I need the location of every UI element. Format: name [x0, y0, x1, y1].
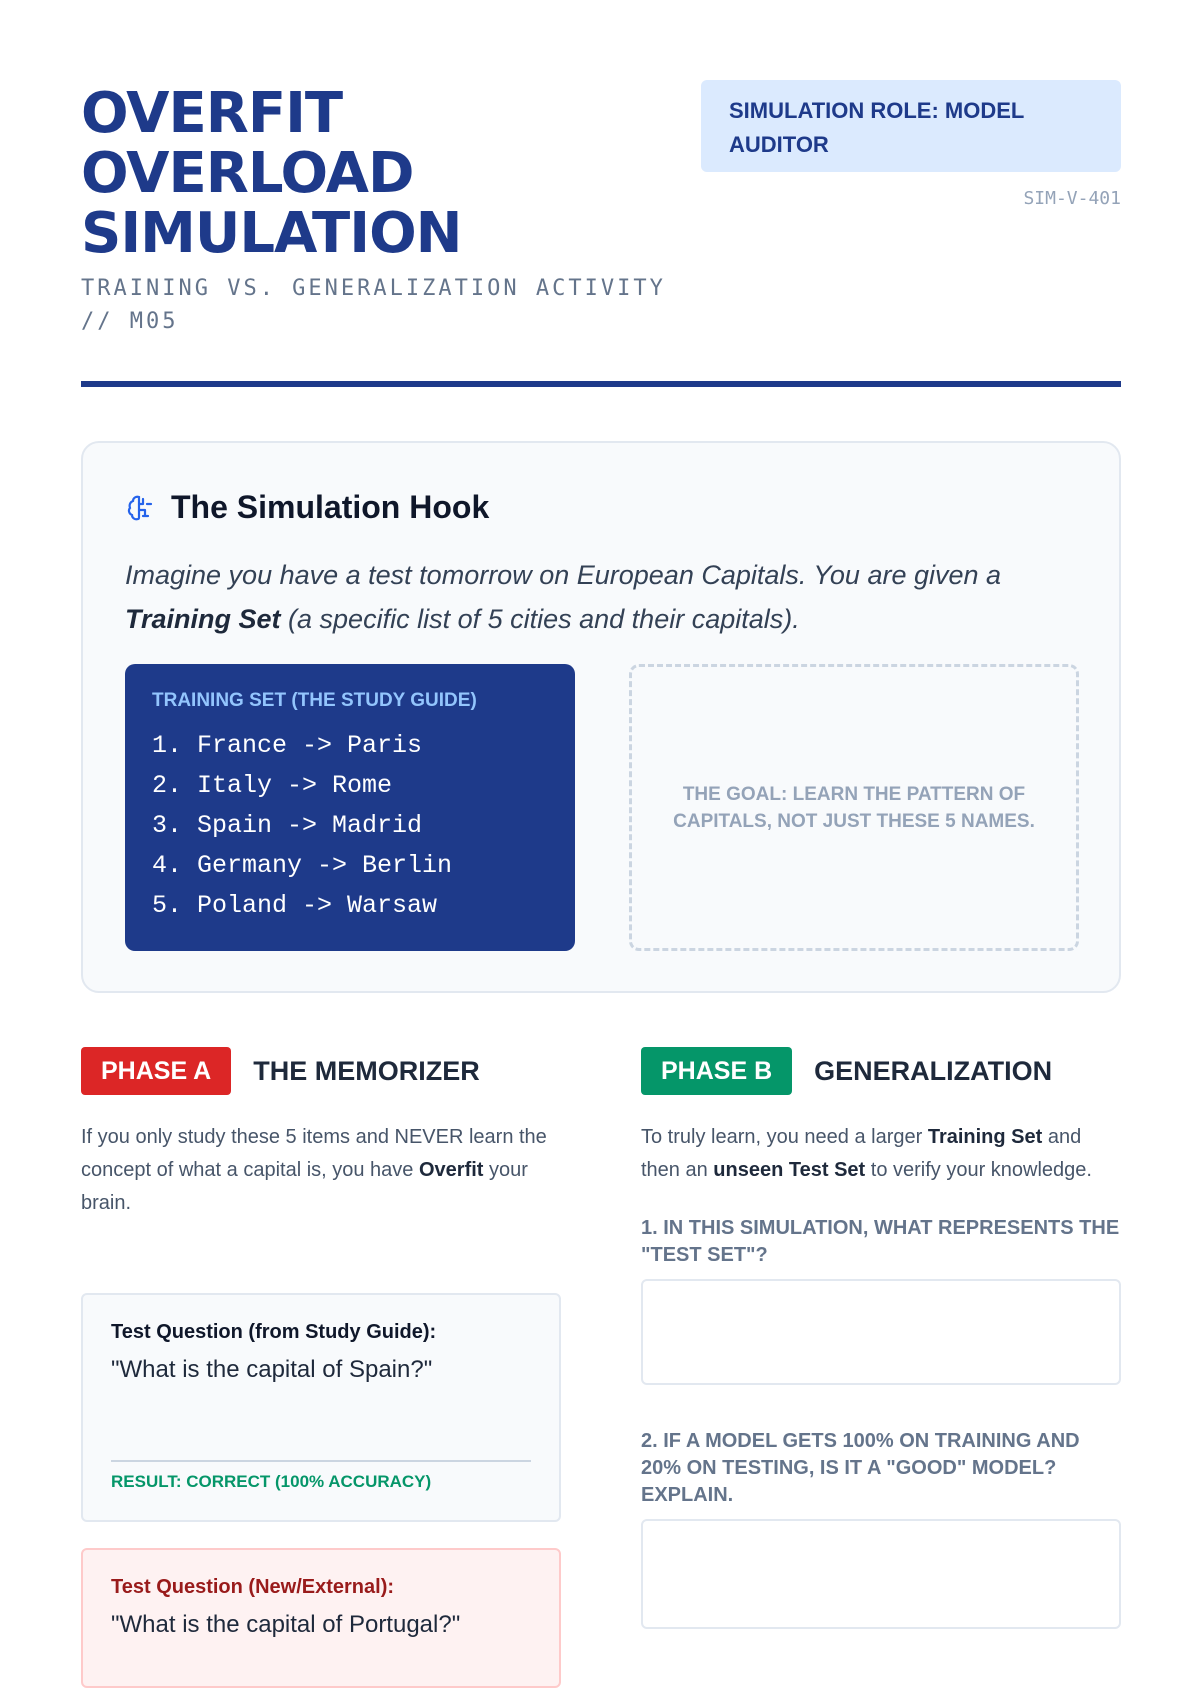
training-item: 3. Spain -> Madrid [152, 811, 423, 840]
title-line-1: OVERFIT [81, 81, 343, 146]
training-item: 5. Poland -> Warsaw [152, 891, 438, 920]
header-divider [81, 381, 1121, 387]
result-text: RESULT: CORRECT (100% ACCURACY) [111, 1472, 432, 1491]
phase-a-title: THE MEMORIZER [253, 1055, 480, 1086]
header [81, 0, 1121, 388]
training-item: 1. France -> Paris [152, 731, 423, 760]
hook-text: Imagine you have a test tomorrow on European Capitals. You are given a Training Set (a specific list of 5 cities and their capitals). [125, 560, 1002, 634]
worksheet-page [81, 0, 1121, 1638]
goal-text: THE GOAL: LEARN THE PATTERN OF CAPITALS, NOT JUST THESE 5 NAMES. [673, 783, 1035, 832]
training-set-box [125, 664, 575, 951]
phase-b-header [641, 1047, 1121, 1095]
page-title [81, 81, 701, 266]
phase-a-tag: PHASE A [81, 1047, 231, 1095]
phase-b-description: To truly learn, you need a larger Training Set and then an unseen Test Set to verify your knowledge. [641, 1126, 1092, 1181]
brain-icon [125, 492, 157, 524]
phase-b-section [641, 1047, 1121, 1506]
simulation-code: SIM-V-401 [1023, 188, 1121, 209]
question-prompt-1: 1. IN THIS SIMULATION, WHAT REPRESENTS THE "TEST SET"? [641, 1217, 1120, 1266]
question-text: "What is the capital of Portugal?" [111, 1611, 461, 1638]
phase-b-title: GENERALIZATION [814, 1055, 1053, 1086]
phase-b-tag: PHASE B [641, 1047, 792, 1095]
training-item: 2. Italy -> Rome [152, 771, 393, 800]
answer-field-2[interactable] [641, 1519, 1121, 1629]
question-label: Test Question (from Study Guide): [111, 1321, 437, 1343]
phase-a-description: If you only study these 5 items and NEVER learn the concept of what a capital is, you have Overfit your brain. [81, 1126, 547, 1214]
training-item: 4. Germany -> Berlin [152, 851, 453, 880]
role-badge: SIMULATION ROLE: MODEL AUDITOR [701, 80, 1121, 172]
simulation-hook-card [81, 441, 1121, 993]
external-question-card [81, 1548, 561, 1688]
phase-a-section [81, 1047, 561, 1638]
question-text: "What is the capital of Spain?" [111, 1356, 433, 1383]
study-guide-question-card [81, 1293, 561, 1522]
title-line-2: OVERLOAD [81, 141, 414, 206]
question-prompt-2: 2. IF A MODEL GETS 100% ON TRAINING AND 20% ON TESTING, IS IT A "GOOD" MODEL? EXPLAIN. [641, 1430, 1080, 1506]
page-subtitle: TRAINING VS. GENERALIZATION ACTIVITY // M05 [81, 276, 666, 334]
question-label: Test Question (New/External): [111, 1576, 395, 1598]
answer-field-1[interactable] [641, 1279, 1121, 1385]
divider [111, 1460, 531, 1462]
phase-a-header [81, 1047, 561, 1095]
hook-title: The Simulation Hook [171, 489, 490, 525]
goal-box [629, 664, 1079, 951]
training-set-heading: TRAINING SET (THE STUDY GUIDE) [152, 690, 477, 711]
hook-heading [125, 489, 489, 526]
title-line-3: SIMULATION [81, 201, 462, 266]
